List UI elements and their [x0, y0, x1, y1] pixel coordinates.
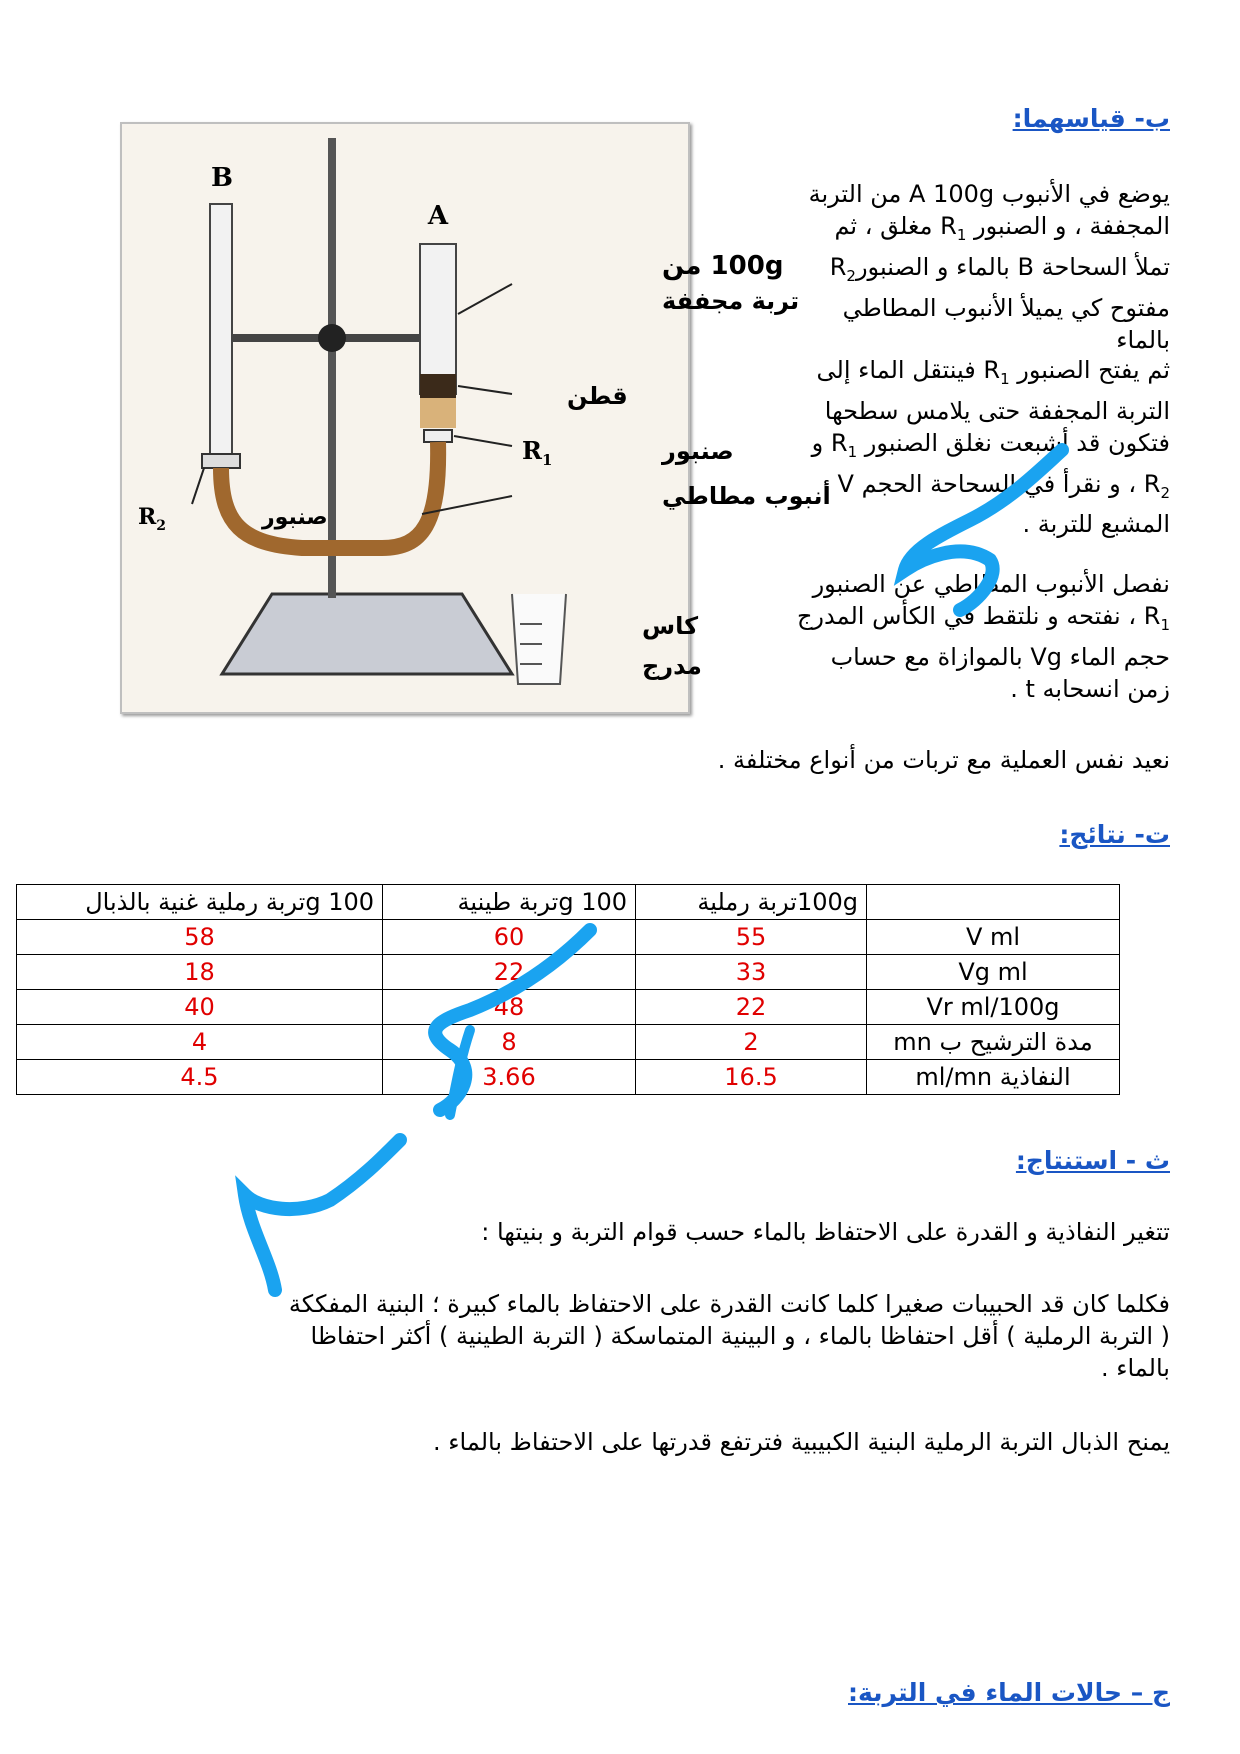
label-dry-soil: تربة مجففة: [662, 287, 800, 315]
table-header-humus-sandy: 100 gتربة رملية غنية بالذبال: [17, 885, 383, 920]
apparatus-drawing: [122, 124, 831, 712]
label-100g: 100g من: [662, 251, 784, 281]
stand-base: [222, 594, 512, 674]
table-row: [17, 990, 1120, 1025]
table-row: [17, 920, 1120, 955]
results-table: [16, 884, 1120, 1095]
label-tap-r1: صنبور: [662, 437, 734, 465]
cell-value: 8: [383, 1025, 636, 1060]
method-paragraph-4: نعيد نفس العملية مع تربات من أنواع مختلفة .: [717, 746, 1170, 774]
label-r2: $R_2$: [138, 504, 167, 534]
cell-value: 22: [636, 990, 867, 1025]
row-label: Vr ml/100g: [867, 990, 1120, 1025]
row-label: النفاذية ml/mn: [867, 1060, 1120, 1095]
row-label: مدة الترشيح ب mn: [867, 1025, 1120, 1060]
label-a: A: [427, 201, 449, 231]
cell-value: 60: [383, 920, 636, 955]
method-paragraph-3: نفصل الأنبوب المطاطي عن الصنبور $R_1$ ، نفتحه و نلتقط في الكأس المدرج حجم الماء Vg بالموازاة مع حساب زمن انسحابه t .: [796, 570, 1170, 703]
stand-rod: [328, 138, 336, 598]
tap-r1: [424, 430, 452, 442]
label-cotton: قطن: [567, 382, 628, 410]
section-b-heading: ب- قياسهما:: [1012, 104, 1170, 133]
table-header-clay: 100 gتربة طينية: [383, 885, 636, 920]
burette-b: [210, 204, 232, 454]
cell-value: 4.5: [17, 1060, 383, 1095]
section-t-heading: ت- نتائج:: [1059, 820, 1170, 849]
label-r1: $R_1$: [522, 436, 553, 469]
conclusion-paragraph-2: فكلما كان قد الحبيبات صغيرا كلما كانت القدرة على الاحتفاظ بالماء كبيرة ؛ البنية المفككة ( التربة الرملية ) أقل احتفاظا بالماء ، و البينية المتماسكة ( التربة الطينية ) أكثر احتفاظا بالماء .: [288, 1290, 1170, 1382]
apparatus-figure: [120, 122, 831, 714]
table-header-empty: [867, 885, 1120, 920]
label-tap-r2: صنبور: [262, 505, 328, 530]
cell-value: 18: [17, 955, 383, 990]
conclusion-paragraph-1: تتغير النفاذية و القدرة على الاحتفاظ بالماء حسب قوام التربة و بنيتها :: [481, 1218, 1170, 1246]
cell-value: 58: [17, 920, 383, 955]
label-b: B: [211, 163, 233, 193]
table-row: [17, 1060, 1120, 1095]
label-beaker-1: كاس: [642, 612, 699, 640]
section-th-heading: ث - استنتاج:: [1015, 1146, 1170, 1175]
cell-value: 2: [636, 1025, 867, 1060]
table-row: [17, 955, 1120, 990]
conclusion-paragraph-3: يمنح الذبال التربة الرملية البنية الكبيبية فترتفع قدرتها على الاحتفاظ بالماء .: [432, 1428, 1170, 1456]
label-rubber-tube: أنبوب مطاطي: [662, 482, 831, 510]
table-header-sandy: 100gتربة رملية: [636, 885, 867, 920]
cell-value: 55: [636, 920, 867, 955]
cell-value: 33: [636, 955, 867, 990]
cell-value: 4: [17, 1025, 383, 1060]
row-label: V ml: [867, 920, 1120, 955]
cotton-layer: [420, 398, 456, 428]
table-row: [17, 1025, 1120, 1060]
soil-layer: [420, 374, 456, 398]
method-paragraph-2: ثم يفتح الصنبور $R_1$ فينتقل الماء إلى التربة المجففة حتى يلامس سطحها فتكون قد أشبعت نغلق الصنبور $R_1$ و $R_2$ ، و نقرأ في السحاحة الحجم V المشبع للتربة .: [811, 356, 1170, 539]
table-header-row: [17, 885, 1120, 920]
cell-value: 40: [17, 990, 383, 1025]
tube-a: [420, 244, 456, 394]
row-label: Vg ml: [867, 955, 1120, 990]
clamp-knob: [318, 324, 346, 352]
graduated-beaker: [512, 594, 566, 684]
label-beaker-2: مدرج: [642, 652, 702, 680]
method-paragraph-1: يوضع في الأنبوب A 100g من التربة المجففة ، و الصنبور $R_1$ مغلق ، ثم تملأ السحاحة B بالماء و الصنبورR$_2$ مفتوح كي يميلأ الأنبوب المطاطي بالماء: [808, 180, 1170, 354]
section-j-heading: ج – حالات الماء في التربة:: [848, 1678, 1170, 1707]
cell-value: 48: [383, 990, 636, 1025]
cell-value: 22: [383, 955, 636, 990]
tap-r2: [202, 454, 240, 468]
cell-value: 3.66: [383, 1060, 636, 1095]
cell-value: 16.5: [636, 1060, 867, 1095]
